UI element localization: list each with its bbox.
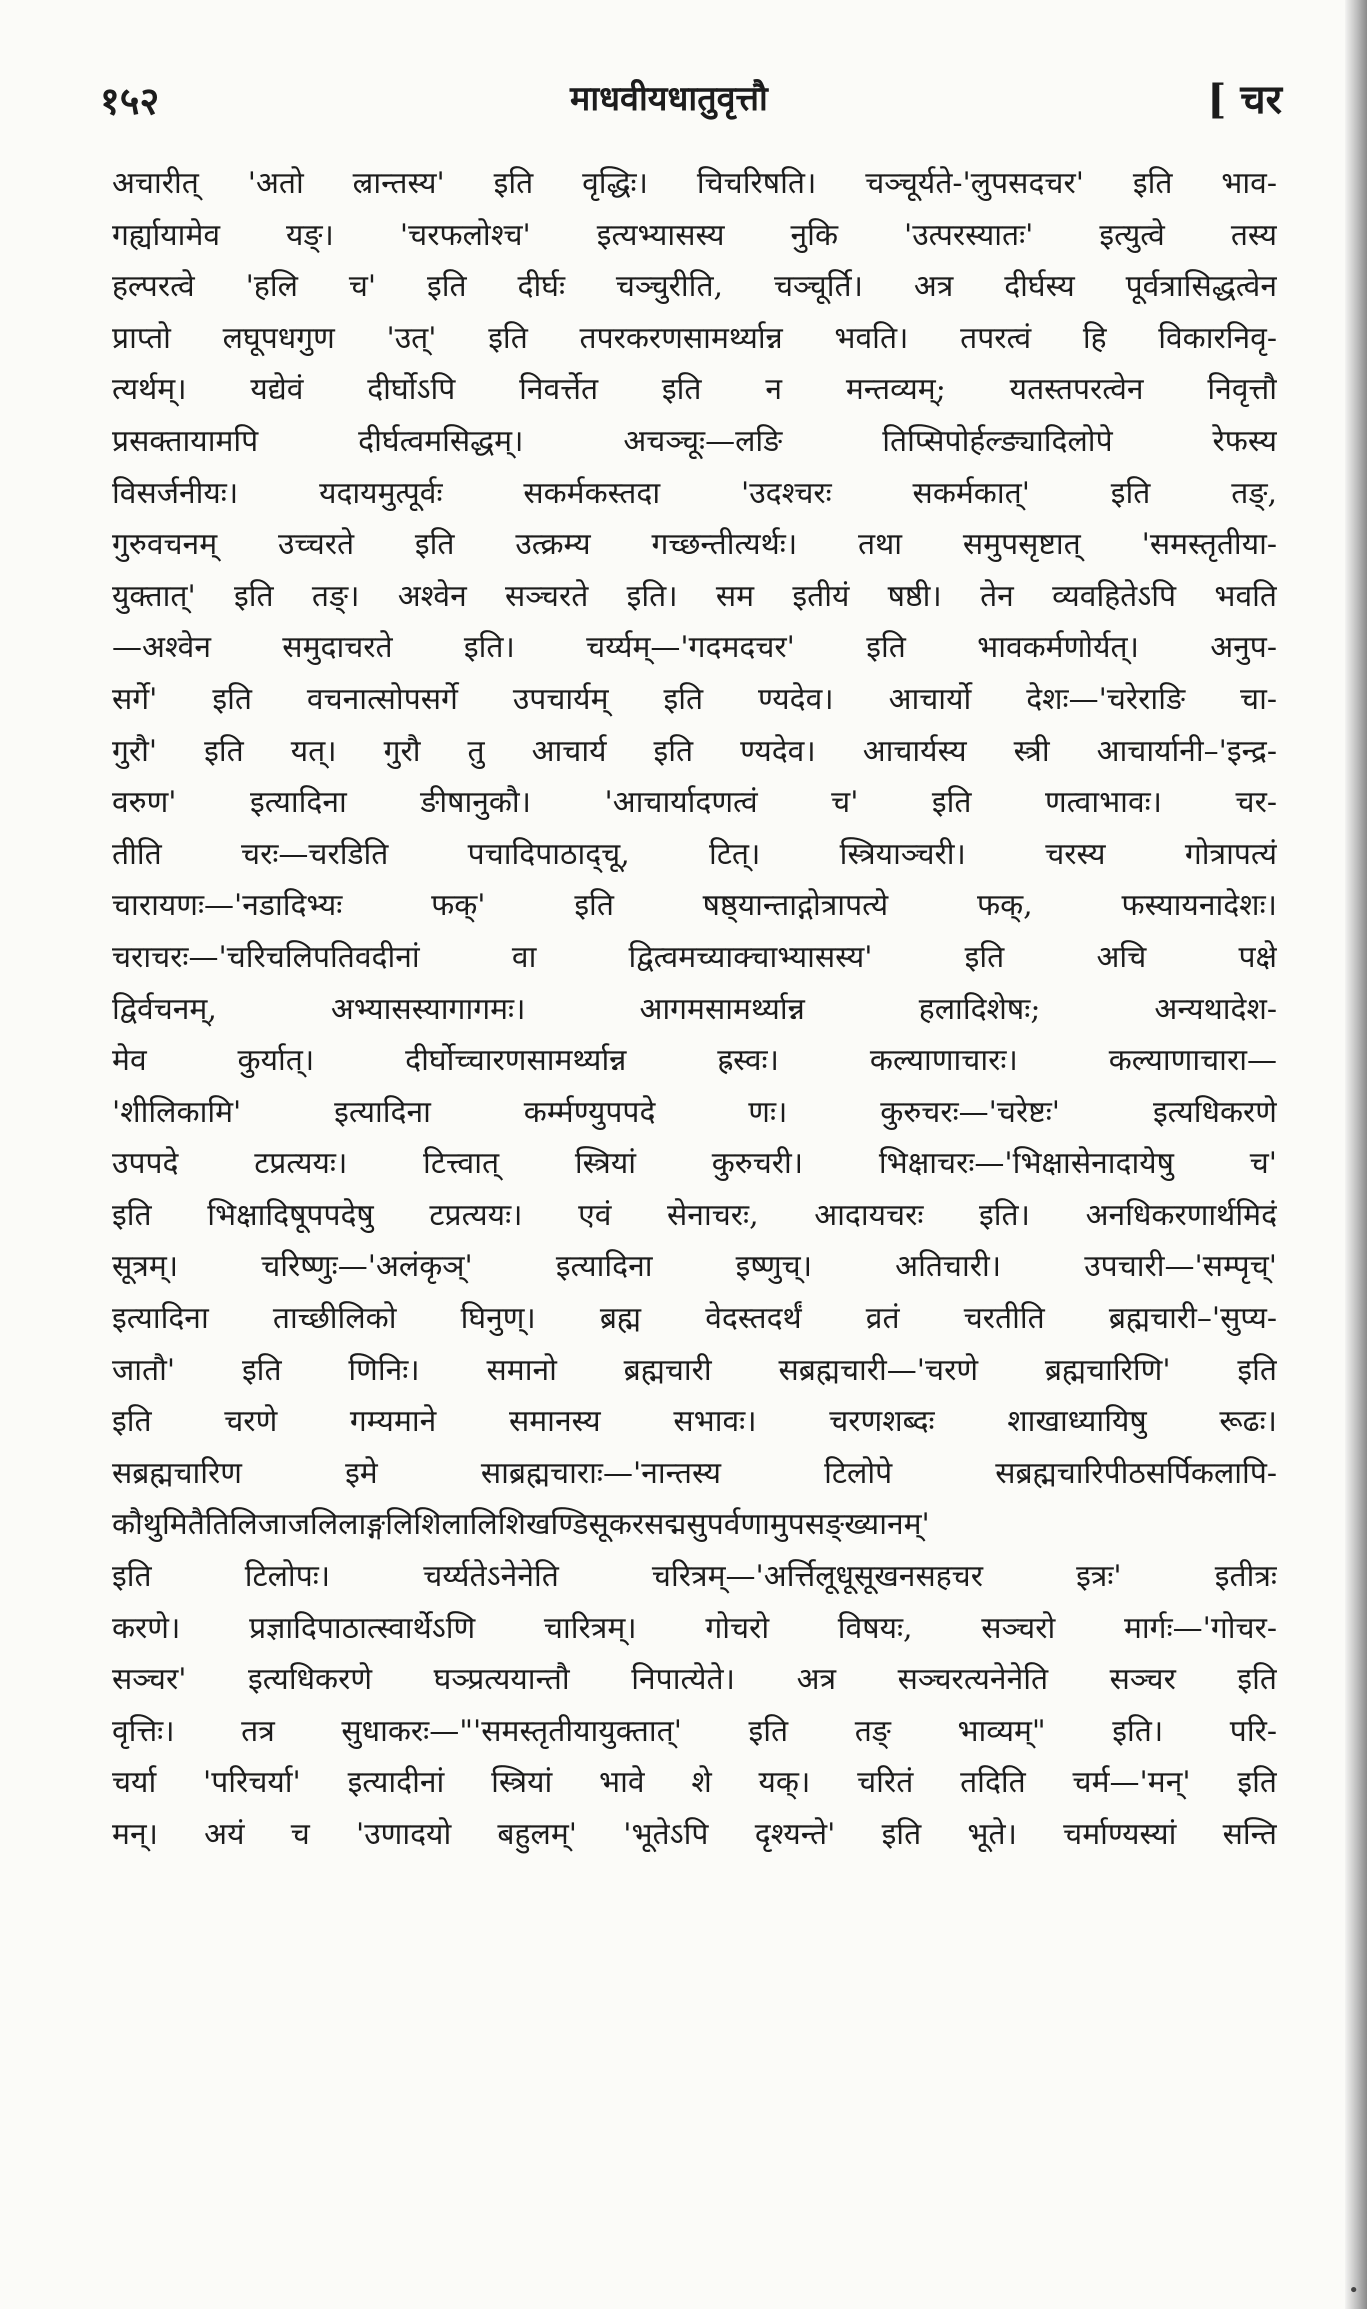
text-line: इति टिलोपः। चर्य्यतेऽनेनेति चरित्रम्—'अर्त्तिलूधूसूखनसहचर इत्रः' इतीत्रः <box>112 1559 1277 1595</box>
text-line: अचारीत् 'अतो ल्रान्तस्य' इति वृद्धिः। चिचरिषति। चञ्चूर्यते-'लुपसदचर' इति भाव- <box>112 166 1277 201</box>
page-header <box>100 70 1290 130</box>
text-line: इत्यादिना ताच्छीलिको घिनुण्। ब्रह्म वेदस्तदर्थं व्रतं चरतीति ब्रह्मचारी–'सुप्य- <box>112 1301 1277 1337</box>
text-line: त्यर्थम्। यद्येवं दीर्घोऽपि निवर्त्तेत इति न मन्तव्यम्; यतस्तपरत्वेन निवृत्तौ <box>112 372 1277 408</box>
text-line: इति चरणे गम्यमाने समानस्य सभावः। चरणशब्दः शाखाध्यायिषु रूढः। <box>112 1404 1277 1440</box>
text-line: करणे। प्रज्ञादिपाठात्स्वार्थेऽणि चारित्रम्। गोचरो विषयः, सञ्चरो मार्गः—'गोचर- <box>112 1610 1277 1646</box>
text-line: चराचरः—'चरिचलिपतिवदीनां वा द्वित्वमच्याक्चाभ्यासस्य' इति अचि पक्षे <box>112 939 1277 975</box>
text-line: सर्गे' इति वचनात्सोपसर्गे उपचार्यम् इति ण्यदेव। आचार्यो देशः—'चरेराङि चा- <box>112 681 1277 717</box>
body-text <box>112 158 1277 1861</box>
text-line: मेव कुर्यात्। दीर्घोच्चारणसामर्थ्यान्न ह्रस्वः। कल्याणाचारः। कल्याणाचारा— <box>112 1043 1277 1079</box>
page-number: १५२ <box>100 78 160 123</box>
text-line: सब्रह्मचारिण इमे साब्रह्मचाराः—'नान्तस्य टिलोपे सब्रह्मचारिपीठसर्पिकलापि- <box>112 1455 1277 1491</box>
text-line: वरुण' इत्यादिना ङीषानुकौ। 'आचार्यादणत्वं च' इति णत्वाभावः। चर- <box>112 785 1277 821</box>
text-line: तीति चरः—चरडिति पचादिपाठाद्चू, टित्। स्त्रियाञ्चरी। चरस्य गोत्रापत्यं <box>112 836 1277 872</box>
section-marker: [ चर <box>1207 76 1282 123</box>
text-line: प्राप्तो लघूपधगुण 'उत्' इति तपरकरणसामर्थ्यान्न भवति। तपरत्वं हि विकारनिवृ- <box>112 320 1277 356</box>
text-line: प्रसक्तायामपि दीर्घत्वमसिद्धम्। अचञ्चूः—लङि तिप्सिपोर्हल्ङ्यादिलोपे रेफस्य <box>112 423 1277 459</box>
page-edge-shadow <box>1345 0 1367 2309</box>
text-line: द्विर्वचनम्, अभ्यासस्यागागमः। आगमसामर्थ्यान्न हलादिशेषः; अन्यथादेश- <box>112 991 1277 1027</box>
text-line: कौथुमितैतिलिजाजलिलाङ्गलिशिलालिशिखण्डिसूकरसद्मसुपर्वणामुपसङ्ख्यानम्' <box>112 1507 930 1543</box>
text-line: इति भिक्षादिषूपपदेषु टप्रत्ययः। एवं सेनाचरः, आदायचरः इति। अनधिकरणार्थमिदं <box>112 1197 1277 1233</box>
text-line: —अश्वेन समुदाचरते इति। चर्य्यम्—'गदमदचर' इति भावकर्मणोर्यत्। अनुप- <box>112 630 1277 666</box>
text-line: गुरौ' इति यत्। गुरौ तु आचार्य इति ण्यदेव। आचार्यस्य स्त्री आचार्यानी–'इन्द्र- <box>112 733 1277 769</box>
text-line: वृत्तिः। तत्र सुधाकरः—"'समस्तृतीयायुक्तात्' इति तङ् भाव्यम्" इति। परि- <box>112 1713 1277 1749</box>
text-line: 'शीलिकामि' इत्यादिना कर्म्मण्युपपदे णः। कुरुचरः—'चरेष्टः' इत्यधिकरणे <box>112 1094 1277 1130</box>
text-line: मन्। अयं च 'उणादयो बहुलम्' 'भूतेऽपि दृश्यन्ते' इति भूते। चर्माण्यस्यां सन्ति <box>112 1817 1277 1852</box>
text-line: सूत्रम्। चरिष्णुः—'अलंकृञ्' इत्यादिना इष्णुच्। अतिचारी। उपचारी—'सम्पृच्' <box>112 1249 1277 1285</box>
text-line: उपपदे टप्रत्ययः। टित्त्वात् स्त्रियां कुरुचरी। भिक्षाचरः—'भिक्षासेनादायेषु च' <box>112 1146 1277 1182</box>
text-line: चारायणः—'नडादिभ्यः फक्' इति षष्ठ्यान्ताद्गोत्रापत्ये फक्, फस्यायनादेशः। <box>112 888 1277 924</box>
text-line: गुरुवचनम् उच्चरते इति उत्क्रम्य गच्छन्तीत्यर्थः। तथा समुपसृष्टात् 'समस्तृतीया- <box>112 527 1277 563</box>
text-line: गर्ह्यायामेव यङ्। 'चरफलोश्च' इत्यभ्यासस्य नुकि 'उत्परस्यातः' इत्युत्वे तस्य <box>112 217 1277 253</box>
text-line: विसर्जनीयः। यदायमुत्पूर्वः सकर्मकस्तदा 'उदश्चरः सकर्मकात्' इति तङ्, <box>112 475 1277 511</box>
text-line: युक्तात्' इति तङ्। अश्वेन सञ्चरते इति। सम इतीयं षष्ठी। तेन व्यवहितेऽपि भवति <box>112 578 1277 614</box>
text-line: जातौ' इति णिनिः। समानो ब्रह्मचारी सब्रह्मचारी—'चरणे ब्रह्मचारिणि' इति <box>112 1352 1277 1388</box>
text-line: हल्परत्वे 'हलि च' इति दीर्घः चञ्चुरीति, चञ्चूर्ति। अत्र दीर्घस्य पूर्वत्रासिद्धत्वेन <box>112 269 1277 305</box>
running-title: माधवीयधातुवृत्तौ <box>570 79 768 119</box>
corner-mark: • <box>1348 2280 1359 2301</box>
text-line: सञ्चर' इत्यधिकरणे घञ्प्रत्ययान्तौ निपात्येते। अत्र सञ्चरत्यनेनेति सञ्चर इति <box>112 1662 1277 1698</box>
text-line: चर्या 'परिचर्या' इत्यादीनां स्त्रियां भावे शे यक्। चरितं तदिति चर्म—'मन्' इति <box>112 1765 1277 1801</box>
